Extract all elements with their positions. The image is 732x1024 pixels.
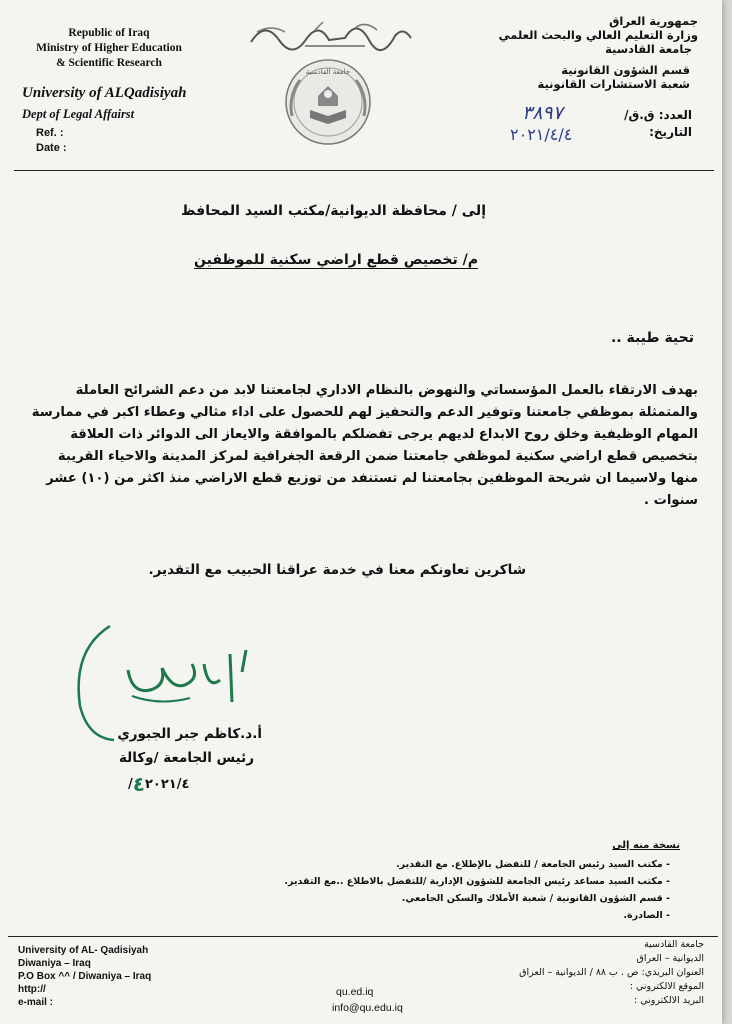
date-label-en: Date : [36,142,67,154]
header-ar-line1: جمهورية العراق [609,14,698,28]
footer-en-line3: P.O Box ^^ / Diwaniya – Iraq [18,971,152,982]
header-divider [14,170,714,171]
header-ar-line4: قسم الشؤون القانونية [561,63,690,77]
footer-en-line2: Diwaniya – Iraq [18,958,91,969]
subject: م/ تخصيص قطع اراضي سكنية للموظفين [194,252,478,268]
body-line-2: والمتمثلة بموظفي جامعتنا وتوفير الدعم والتحفيز لهم للحصول على اداء مثالي وعطاء اكبر في ممارسة [31,405,698,420]
greeting: تحية طيبة .. [610,330,694,346]
body-line-4: بتخصيص قطع اراضي سكنية لموظفي جامعتنا ضمن الرقعة الجغرافية لمركز المدينة والاحياء القريبة [57,449,698,464]
footer-en-line5: e-mail : [18,997,54,1008]
header-ar-line2: وزارة التعليم العالي والبحث العلمي [498,28,698,42]
footer-website: qu.ed.iq [336,986,374,998]
header-en [14,26,204,71]
number-value: ٣٨٩٧ [522,102,563,124]
signature-date [128,772,189,796]
footer-center [332,984,403,1016]
dept-name-en: Dept of Legal Affairst [22,107,135,121]
number-label: العدد: ق.ق/ [624,108,692,122]
footer-email: info@qu.edu.iq [332,1002,403,1014]
footer-ar-line3: العنوان البريدي: ص . ب ٨٨ / الديوانية – العراق [519,967,704,978]
body-line-5: منها ولاسيما ان شريحة الموظفين بجامعتنا لم تستنفد من توزيع قطع الاراضي منذ اكثر من (١٠) عشر [46,471,698,486]
footer-ar [454,938,704,1008]
signatory-title: رئيس الجامعة /وكالة [119,750,254,766]
footer-ar-line5: البريد الالكتروني : [634,995,704,1006]
date-value-ar: ٢٠٢١/٤/٤ [510,125,573,144]
signatory-name: أ.د.كاظم جبر الجبوري [117,726,262,742]
ref-date-block [36,126,67,156]
letter-body [22,380,698,512]
copy-item: - مكتب السيد رئيس الجامعة / للتفضل بالإطلاع. مع التقدير. [396,859,670,870]
footer-en-line1: University of AL- Qadisiyah [18,945,149,956]
footer-divider [8,936,718,937]
copy-item: - الصادرة. [623,910,670,921]
body-line-1: بهدف الارتقاء بالعمل المؤسساتي والنهوض بالنظام الاداري لجامعتنا لابد من دعم الشرائح العاملة [75,383,698,398]
university-name-en: University of ALQadisiyah [22,85,187,101]
signature-date-day: ٤ [132,772,145,796]
copy-item: - قسم الشؤون القانونية / شعبة الأملاك والسكن الجامعي. [401,893,670,904]
copies-list [170,856,670,924]
closing: شاكرين تعاونكم معنا في خدمة عراقنا الحبيب مع التقدير. [148,562,526,578]
header-ar-line5: شعبة الاستشارات القانونية [537,77,690,91]
date-label-ar: التاريخ: [649,125,692,139]
ref-label: Ref. : [36,127,64,139]
header-en-line3: & Scientific Research [56,57,162,69]
footer-en [18,944,151,1009]
footer-ar-line2: الديوانية – العراق [636,953,704,964]
body-line-3: المهام الوظيفية وخلق روح الابداع لديهم يرجى تفضلكم بالموافقة والايعاز الى الدوائر ذات العلاقة [70,427,698,442]
basmala-calligraphy [245,12,415,52]
footer-ar-line4: الموقع الالكتروني : [629,981,704,992]
header-en-line2: Ministry of Higher Education [36,42,182,54]
footer-en-line4: http:// [18,984,46,995]
university-seal [282,56,374,148]
copy-item: - مكتب السيد مساعد رئيس الجامعة للشؤون الإدارية /للتفضل بالاطلاع ..مع التقدير. [284,876,670,887]
header-ar [478,14,698,91]
body-line-6: سنوات . [644,493,698,508]
header-ar-line3: جامعة القادسية [605,42,692,56]
seal-text: جامعة القادسية [305,68,351,76]
copies-heading: نسخة منه إلى [612,840,680,851]
footer-ar-line1: جامعة القادسية [644,939,704,950]
addressee: إلى / محافظة الديوانية/مكتب السيد المحافظ [181,203,486,219]
signature-date-prefix: ٢٠٢١/٤/ [128,777,190,792]
header-en-line1: Republic of Iraq [68,27,150,39]
